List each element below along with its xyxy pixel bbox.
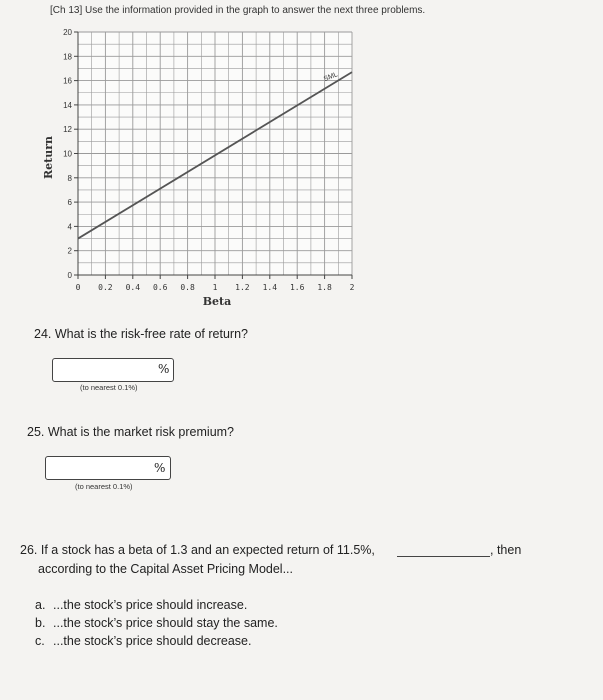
y-tick-label: 0 (67, 271, 72, 280)
y-tick-label: 14 (63, 100, 72, 110)
y-tick-label: 16 (63, 76, 72, 86)
y-axis-label: Return (42, 135, 55, 180)
y-tick-label: 6 (67, 198, 72, 208)
option-text: ...the stock’s price should stay the same. (53, 616, 278, 630)
q24-hint: (to nearest 0.1%) (80, 383, 138, 392)
y-tick-label: 12 (63, 125, 72, 135)
question-26-line2: according to the Capital Asset Pricing Model... (38, 562, 293, 576)
y-tick-label: 20 (63, 28, 72, 37)
x-tick-label: 0.6 (152, 283, 168, 292)
q26-option-b[interactable] (35, 616, 278, 630)
x-tick-label: 2 (349, 283, 355, 292)
q25-percent-sign: % (154, 461, 166, 475)
q24-answer-input[interactable] (52, 358, 174, 382)
question-25: 25. What is the market risk premium? (27, 425, 235, 439)
y-tick-label: 4 (67, 222, 72, 232)
y-tick-label: 18 (63, 52, 72, 62)
x-tick-label: 1 (212, 283, 218, 292)
x-tick-label: 1.6 (289, 283, 305, 292)
x-tick-label: 0.4 (125, 283, 141, 292)
sml-annotation: SML (322, 71, 339, 84)
option-text: ...the stock’s price should increase. (53, 598, 248, 612)
instructions-header: [Ch 13] Use the information provided in the graph to answer the next three problems. (50, 5, 426, 16)
option-label: c. (35, 634, 45, 648)
sml-chart (36, 22, 366, 314)
x-tick-label: 1.4 (262, 283, 278, 292)
x-tick-label: 0.8 (180, 283, 195, 292)
option-label: b. (35, 616, 46, 630)
q26-option-c[interactable] (35, 634, 252, 648)
y-tick-label: 2 (67, 246, 72, 256)
q25-answer-input[interactable] (45, 456, 171, 480)
option-label: a. (35, 598, 46, 612)
q25-hint: (to nearest 0.1%) (75, 482, 133, 491)
question-26-then: , then (490, 543, 522, 557)
x-tick-label: 0 (75, 283, 81, 292)
x-tick-label: 1.2 (235, 283, 250, 292)
q26-answer-blank[interactable] (397, 556, 490, 557)
sml-chart-svg (36, 22, 366, 314)
option-text: ...the stock’s price should decrease. (53, 634, 252, 648)
q24-percent-sign: % (158, 362, 170, 376)
y-tick-label: 8 (67, 173, 72, 183)
q26-option-a[interactable] (35, 598, 247, 612)
question-26-line1: 26. If a stock has a beta of 1.3 and an expected return of 11.5%, (20, 543, 375, 557)
y-tick-label: 10 (63, 149, 72, 159)
x-tick-label: 1.8 (317, 283, 332, 292)
question-24: 24. What is the risk-free rate of return? (34, 327, 248, 341)
x-tick-label: 0.2 (98, 283, 113, 292)
x-axis-label: Beta (202, 295, 232, 308)
